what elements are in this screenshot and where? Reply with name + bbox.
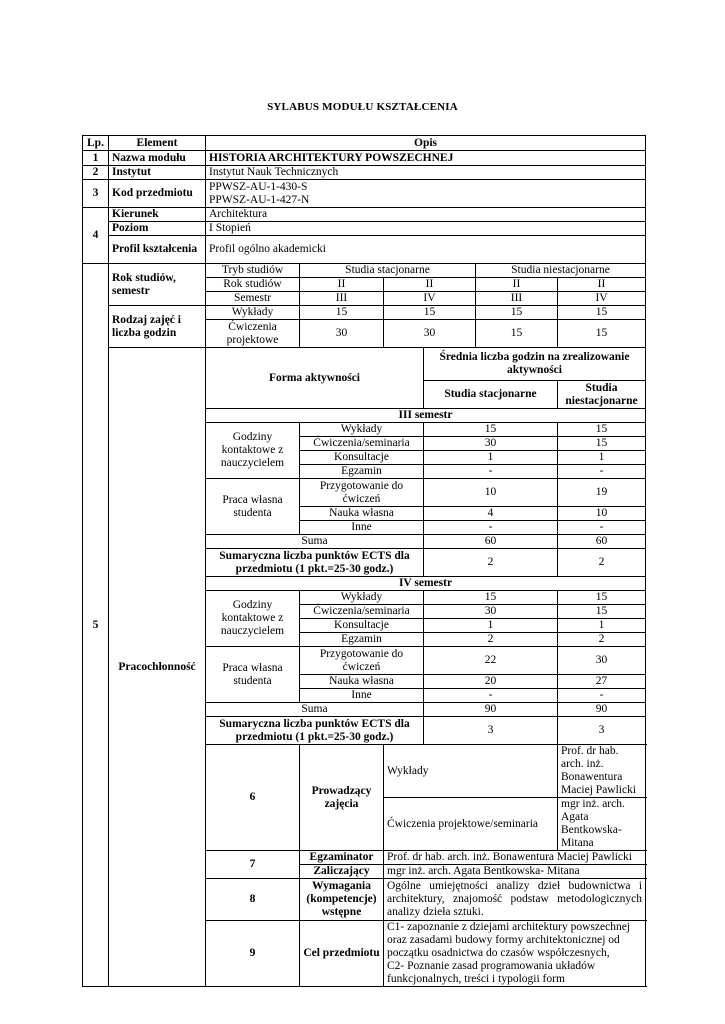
value-cell: III xyxy=(476,292,558,306)
value-cell: 30 xyxy=(384,320,476,348)
row-5-forma xyxy=(83,348,646,381)
value-cell: 15 xyxy=(424,423,558,437)
activity-label: Inne xyxy=(300,689,424,703)
pracochlonnosc-label: Pracochłonność xyxy=(109,348,206,987)
activity-label: Nauka własna xyxy=(300,675,424,689)
row-4b xyxy=(83,222,646,236)
group-label: Praca własna studenta xyxy=(206,647,300,703)
row-label: Prowadzący zajęcia xyxy=(300,745,384,851)
value-cell: - xyxy=(558,465,646,479)
value-cell: 15 xyxy=(476,306,558,320)
forma-aktywnosci-header: Forma aktywności xyxy=(206,348,424,409)
row-label: Zaliczający xyxy=(300,865,384,879)
activity-label: Wykłady xyxy=(300,591,424,605)
value-cell: 90 xyxy=(558,703,646,717)
row-label: Cel przedmiotu xyxy=(300,921,384,987)
value-cell: 1 xyxy=(424,619,558,633)
value-cell: IV xyxy=(384,292,476,306)
value-cell: 15 xyxy=(558,591,646,605)
module-name: HISTORIA ARCHITEKTURY POWSZECHNEJ xyxy=(206,151,646,166)
header-row xyxy=(83,136,646,151)
value-cell: 27 xyxy=(558,675,646,689)
value-cell: 15 xyxy=(558,605,646,619)
row-4a xyxy=(83,208,646,222)
lp-cell: 1 xyxy=(83,151,109,166)
value-cell: 3 xyxy=(424,717,558,745)
value-cell: 10 xyxy=(424,479,558,507)
wymagania-value: Ogólne umiejętności analizy dzieł budownictwa i architektury, znajomość podstaw metodologicznych analizy dzieła sztuki. xyxy=(384,879,646,921)
niestac-header: Studia niestacjonarne xyxy=(476,264,646,278)
activity-label: Egzamin xyxy=(300,465,424,479)
row-label: Profil kształcenia xyxy=(109,236,206,264)
cel-value xyxy=(384,921,646,987)
col-stac-header: Studia stacjonarne xyxy=(424,381,558,409)
value-cell: 30 xyxy=(300,320,384,348)
row-5-tryb xyxy=(83,264,646,278)
page-title: SYLABUS MODUŁU KSZTAŁCENIA xyxy=(267,101,458,113)
value-cell: II xyxy=(558,278,646,292)
kierunek-value: Architektura xyxy=(206,208,646,222)
value-cell: - xyxy=(424,465,558,479)
value-cell: 22 xyxy=(424,647,558,675)
course-code xyxy=(206,180,646,208)
suma-label: Suma xyxy=(206,703,424,717)
activity-label: Przygotowanie do ćwiczeń xyxy=(300,647,424,675)
activity-label: Nauka własna xyxy=(300,507,424,521)
semester-header: IV semestr xyxy=(206,577,646,591)
value-cell: 1 xyxy=(558,451,646,465)
group-label: Godziny kontaktowe z nauczycielem xyxy=(206,591,300,647)
zaliczajacy-value: mgr inż. arch. Agata Bentkowska- Mitana xyxy=(384,865,646,879)
header-lp: Lp. xyxy=(83,136,109,151)
lp-cell: 8 xyxy=(206,879,300,921)
course-code-n: PPWSZ-AU-1-427-N xyxy=(209,193,310,206)
value-cell: 30 xyxy=(424,605,558,619)
sylabus-table xyxy=(82,135,646,987)
lp-cell: 9 xyxy=(206,921,300,987)
lp-cell: 6 xyxy=(206,745,300,851)
srednia-header: Średnia liczba godzin na zrealizowanie aktywności xyxy=(424,348,646,381)
value-cell: 30 xyxy=(558,647,646,675)
group-label: Praca własna studenta xyxy=(206,479,300,535)
cwiczenia-label: Ćwiczenia projektowe xyxy=(206,320,300,348)
group-label: Godziny kontaktowe z nauczycielem xyxy=(206,423,300,479)
prowadzacy-cwiczenia-value: mgr inż. arch. Agata Bentkowska- Mitana xyxy=(558,798,646,851)
value-cell: 10 xyxy=(558,507,646,521)
header-opis: Opis xyxy=(206,136,646,151)
value-cell: 60 xyxy=(424,535,558,549)
value-cell: 19 xyxy=(558,479,646,507)
activity-label: Konsultacje xyxy=(300,619,424,633)
prowadzacy-wyklady-value: Prof. dr hab. arch. inż. Bonawentura Maciej Pawlicki xyxy=(558,745,646,798)
value-cell: 90 xyxy=(424,703,558,717)
cel-c1: C1- zapoznanie z dziejami architektury powszechnej oraz zasadami budowy formy architektonicznej od początku osadnictwa do czasów współczesnych, xyxy=(387,921,630,959)
value-cell: IV xyxy=(558,292,646,306)
value-cell: - xyxy=(424,521,558,535)
row-3 xyxy=(83,180,646,208)
row-1 xyxy=(83,151,646,166)
profil-value: Profil ogólno akademicki xyxy=(206,236,646,264)
activity-label: Ćwiczenia/seminaria xyxy=(300,437,424,451)
stac-header: Studia stacjonarne xyxy=(300,264,476,278)
header-element: Element xyxy=(109,136,206,151)
wyklady-label: Wykłady xyxy=(206,306,300,320)
value-cell: II xyxy=(300,278,384,292)
egzaminator-value: Prof. dr hab. arch. inż. Bonawentura Maciej Pawlicki xyxy=(384,851,646,865)
value-cell: 2 xyxy=(558,549,646,577)
lp-cell: 7 xyxy=(206,851,300,879)
value-cell: 1 xyxy=(558,619,646,633)
value-cell: 1 xyxy=(424,451,558,465)
ects-label: Sumaryczna liczba punktów ECTS dla przedmiotu (1 pkt.=25-30 godz.) xyxy=(206,717,424,745)
course-code-s: PPWSZ-AU-1-430-S xyxy=(209,180,308,193)
value-cell: II xyxy=(384,278,476,292)
value-cell: 15 xyxy=(384,306,476,320)
activity-label: Wykłady xyxy=(300,423,424,437)
activity-label: Ćwiczenia/seminaria xyxy=(300,605,424,619)
value-cell: 20 xyxy=(424,675,558,689)
value-cell: 3 xyxy=(558,717,646,745)
value-cell: 15 xyxy=(558,423,646,437)
row-label: Poziom xyxy=(109,222,206,236)
row-label: Nazwa modułu xyxy=(109,151,206,166)
row-4c xyxy=(83,236,646,264)
value-cell: 15 xyxy=(300,306,384,320)
prowadzacy-cwiczenia-label: Ćwiczenia projektowe/seminaria xyxy=(384,798,558,851)
row-label: Kierunek xyxy=(109,208,206,222)
col-niestac-header: Studia niestacjonarne xyxy=(558,381,646,409)
semester-header: III semestr xyxy=(206,409,646,423)
activity-label: Egzamin xyxy=(300,633,424,647)
row-2 xyxy=(83,166,646,180)
row-label: Kod przedmiotu xyxy=(109,180,206,208)
institute-value: Instytut Nauk Technicznych xyxy=(206,166,646,180)
value-cell: 2 xyxy=(558,633,646,647)
lp-cell: 5 xyxy=(83,264,109,987)
rok-label: Rok studiów xyxy=(206,278,300,292)
value-cell: - xyxy=(558,521,646,535)
value-cell: 4 xyxy=(424,507,558,521)
value-cell: - xyxy=(558,689,646,703)
value-cell: 15 xyxy=(476,320,558,348)
lp-cell: 2 xyxy=(83,166,109,180)
value-cell: 2 xyxy=(424,633,558,647)
value-cell: 60 xyxy=(558,535,646,549)
activity-label: Przygotowanie do ćwiczeń xyxy=(300,479,424,507)
activity-label: Inne xyxy=(300,521,424,535)
row-label: Wymagania (kompetencje) wstępne xyxy=(300,879,384,921)
row-label: Instytut xyxy=(109,166,206,180)
semestr-label: Semestr xyxy=(206,292,300,306)
cel-c2: C2- Poznanie zasad programowania układów funkcjonalnych, treści i typologii form xyxy=(387,960,596,985)
value-cell: 15 xyxy=(558,320,646,348)
value-cell: II xyxy=(476,278,558,292)
value-cell: 15 xyxy=(558,437,646,451)
row-label: Rodzaj zajęć i liczba godzin xyxy=(109,306,206,348)
row-label: Egzaminator xyxy=(300,851,384,865)
row-5-wyk xyxy=(83,306,646,320)
value-cell: 15 xyxy=(558,306,646,320)
activity-label: Konsultacje xyxy=(300,451,424,465)
value-cell: 15 xyxy=(424,591,558,605)
value-cell: 2 xyxy=(424,549,558,577)
lp-cell: 3 xyxy=(83,180,109,208)
prowadzacy-wyklady-label: Wykłady xyxy=(384,745,558,798)
value-cell: 30 xyxy=(424,437,558,451)
poziom-value: I Stopień xyxy=(206,222,646,236)
lp-cell: 4 xyxy=(83,208,109,264)
suma-label: Suma xyxy=(206,535,424,549)
value-cell: - xyxy=(424,689,558,703)
tryb-label: Tryb studiów xyxy=(206,264,300,278)
ects-label: Sumaryczna liczba punktów ECTS dla przedmiotu (1 pkt.=25-30 godz.) xyxy=(206,549,424,577)
row-label: Rok studiów, semestr xyxy=(109,264,206,306)
value-cell: III xyxy=(300,292,384,306)
